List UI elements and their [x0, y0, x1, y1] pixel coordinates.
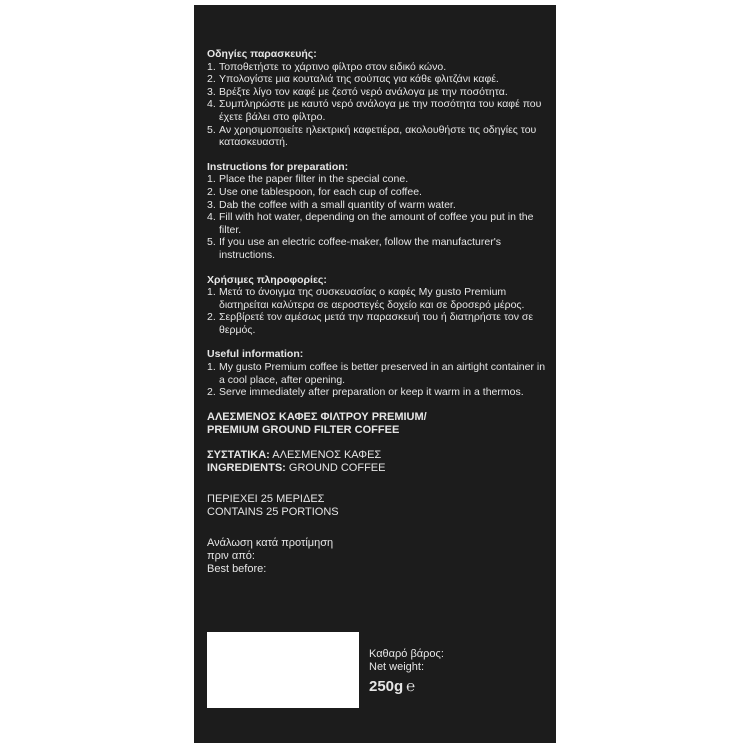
net-weight: [369, 648, 444, 696]
product-name: [207, 411, 547, 437]
list-item: 2. Use one tablespoon, for each cup of coffee.: [207, 185, 422, 198]
list-item: 1. Τοποθετήστε το χάρτινο φίλτρο στον ειδικό κώνο.: [207, 60, 447, 73]
portions: [207, 493, 547, 519]
list-item: 2. Serve immediately after preparation or keep it warm in a thermos.: [207, 386, 524, 399]
product-name-english: PREMIUM GROUND FILTER COFFEE: [207, 423, 400, 436]
best-before: [207, 537, 547, 576]
ingredients-greek: ΣΥΣΤΑΤΙΚΑ: ΑΛΕΣΜΕΝΟΣ ΚΑΦΕΣ: [207, 448, 382, 461]
net-weight-value: 250g: [369, 678, 404, 695]
date-print-area: [207, 632, 359, 708]
ingredients-english: INGREDIENTS: GROUND COFFEE: [207, 461, 386, 474]
ingredients: [207, 449, 547, 475]
list-item: 4. Συμπληρώστε με καυτό νερό ανάλογα με την ποσότητα του καφέ που έχετε βάλει στο φίλτρο.: [207, 98, 542, 123]
net-weight-english: Net weight:: [369, 661, 425, 673]
greek-info-section: [207, 274, 547, 337]
list-item: 3. Dab the coffee with a small quantity of warm water.: [207, 198, 456, 211]
list-item: 1. Μετά το άνοιγμα της συσκευασίας ο καφές My gusto Premium διατηρείται καλύτερα σε αεροστεγές δοχείο και σε δροσερό μέρος.: [207, 286, 525, 311]
list-item: 4. Fill with hot water, depending on the amount of coffee you put in the filter.: [207, 211, 534, 236]
label-text: [207, 48, 547, 588]
list-item: 5. If you use an electric coffee-maker, follow the manufacturer's instructions.: [207, 236, 501, 261]
list-item: 5. Αν χρησιμοποιείτε ηλεκτρική καφετιέρα, ακολουθήστε τις οδηγίες του κατασκευαστή.: [207, 123, 537, 149]
net-weight-greek: Καθαρό βάρος:: [369, 648, 444, 660]
portions-english: CONTAINS 25 PORTIONS: [207, 505, 339, 518]
best-before-english: Best before:: [207, 562, 267, 575]
estimated-sign-icon: ℮: [406, 678, 416, 695]
best-before-greek-1: Ανάλωση κατά προτίμηση: [207, 536, 334, 549]
english-preparation-section: [207, 161, 547, 262]
list-item: 2. Υπολογίστε μια κουταλιά της σούπας για κάθε φλιτζάνι καφέ.: [207, 73, 499, 86]
list-item: 2. Σερβίρετέ τον αμέσως μετά την παρασκευή του ή διατηρήστε τον σε θερμός.: [207, 311, 534, 336]
list-item: 1. My gusto Premium coffee is better preserved in an airtight container in a cool place, after opening.: [207, 361, 546, 386]
english-prep-heading: Instructions for preparation:: [207, 160, 349, 173]
greek-info-heading: Χρήσιμες πληροφορίες:: [207, 273, 327, 286]
list-item: 1. Place the paper filter in the special cone.: [207, 173, 409, 186]
list-item: 3. Βρέξτε λίγο τον καφέ με ζεστό νερό ανάλογα με την ποσότητα.: [207, 85, 508, 98]
net-weight-value-row: [369, 678, 444, 696]
best-before-greek-2: πριν από:: [207, 549, 255, 562]
greek-preparation-section: [207, 48, 547, 149]
english-info-section: [207, 348, 547, 398]
product-name-greek: ΑΛΕΣΜΕΝΟΣ ΚΑΦΕΣ ΦΙΛΤΡΟΥ PREMIUM/: [207, 410, 427, 423]
portions-greek: ΠΕΡΙΕΧΕΙ 25 ΜΕΡΙΔΕΣ: [207, 492, 325, 505]
english-info-heading: Useful information:: [207, 348, 304, 361]
greek-prep-heading: Οδηγίες παρασκευής:: [207, 48, 317, 60]
